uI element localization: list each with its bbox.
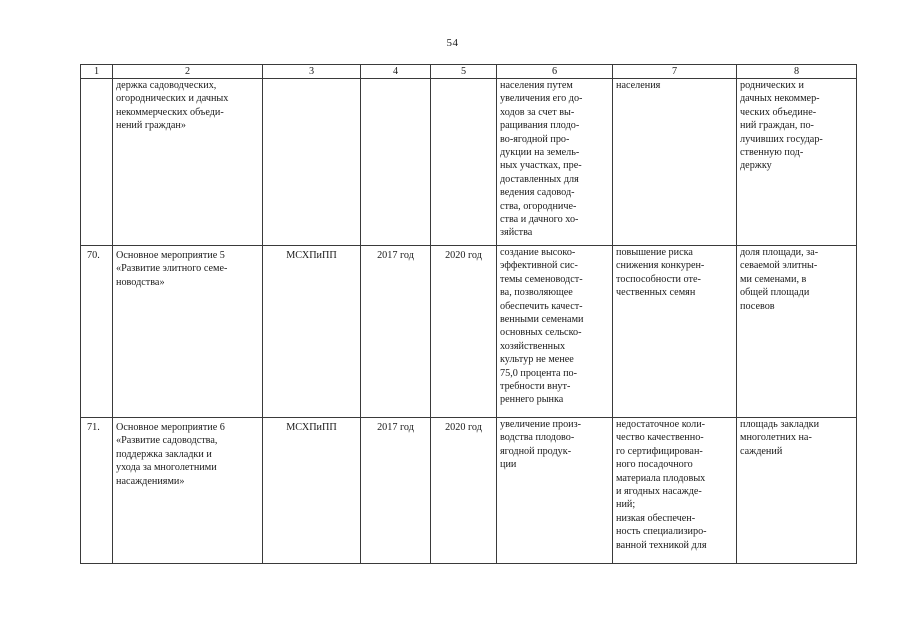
column-header: 2 — [113, 65, 263, 79]
column-header: 1 — [81, 65, 113, 79]
start-date: 2017 год — [361, 418, 431, 564]
expected-result: создание высоко- эффективной сис- темы семеноводст- ва, позволяющее обеспечить качест- венными семенами основных сельско- хозяйственных культур не менее 75,0 процента по- требности внут- реннего рынка — [497, 246, 613, 418]
indicator: доля площади, за- севаемой элитны- ми семенами, в общей площади посевов — [737, 246, 857, 418]
start-date — [361, 79, 431, 246]
end-date: 2020 год — [431, 246, 497, 418]
page-number: 54 — [446, 37, 459, 49]
risk: населения — [613, 79, 737, 246]
column-header: 5 — [431, 65, 497, 79]
table-row — [81, 246, 857, 418]
executor — [263, 79, 361, 246]
risk: повышение риска снижения конкурен- тоспособности оте- чественных семян — [613, 246, 737, 418]
expected-result: населения путем увеличения его до- ходов за счет вы- ращивания плодо- во-ягодной про- дукции на земель- ных участках, пре- доставленных для ведения садовод- ства, огородниче- ства и дачного хо- зяйства — [497, 79, 613, 246]
row-number — [81, 79, 113, 246]
table-row — [81, 418, 857, 564]
column-header: 8 — [737, 65, 857, 79]
table-row — [81, 79, 857, 246]
indicator: площадь закладки многолетних на- саждений — [737, 418, 857, 564]
measure-name: Основное мероприятие 5 «Развитие элитного семе- новодства» — [113, 246, 263, 418]
column-header: 4 — [361, 65, 431, 79]
row-number: 71. — [81, 418, 113, 564]
start-date: 2017 год — [361, 246, 431, 418]
end-date: 2020 год — [431, 418, 497, 564]
row-number: 70. — [81, 246, 113, 418]
measure-name: держка садоводческих, огороднических и дачных некоммерческих объеди- нений граждан» — [113, 79, 263, 246]
executor: МСХПиПП — [263, 418, 361, 564]
column-header: 3 — [263, 65, 361, 79]
risk: недостаточное коли- чество качественно- го сертифицирован- ного посадочного материала плодовых и ягодных насажде- ний; низкая обеспечен- ность специализиро- ванной техникой для — [613, 418, 737, 564]
end-date — [431, 79, 497, 246]
measure-name: Основное мероприятие 6 «Развитие садоводства, поддержка закладки и ухода за многолетними насаждениями» — [113, 418, 263, 564]
indicator: роднических и дачных некоммер- ческих объедине- ний граждан, по- лучивших государ- ственную под- держку — [737, 79, 857, 246]
column-header: 7 — [613, 65, 737, 79]
executor: МСХПиПП — [263, 246, 361, 418]
column-header: 6 — [497, 65, 613, 79]
measures-table — [80, 64, 857, 564]
expected-result: увеличение произ- водства плодово- ягодной продук- ции — [497, 418, 613, 564]
column-number-row — [81, 65, 857, 79]
